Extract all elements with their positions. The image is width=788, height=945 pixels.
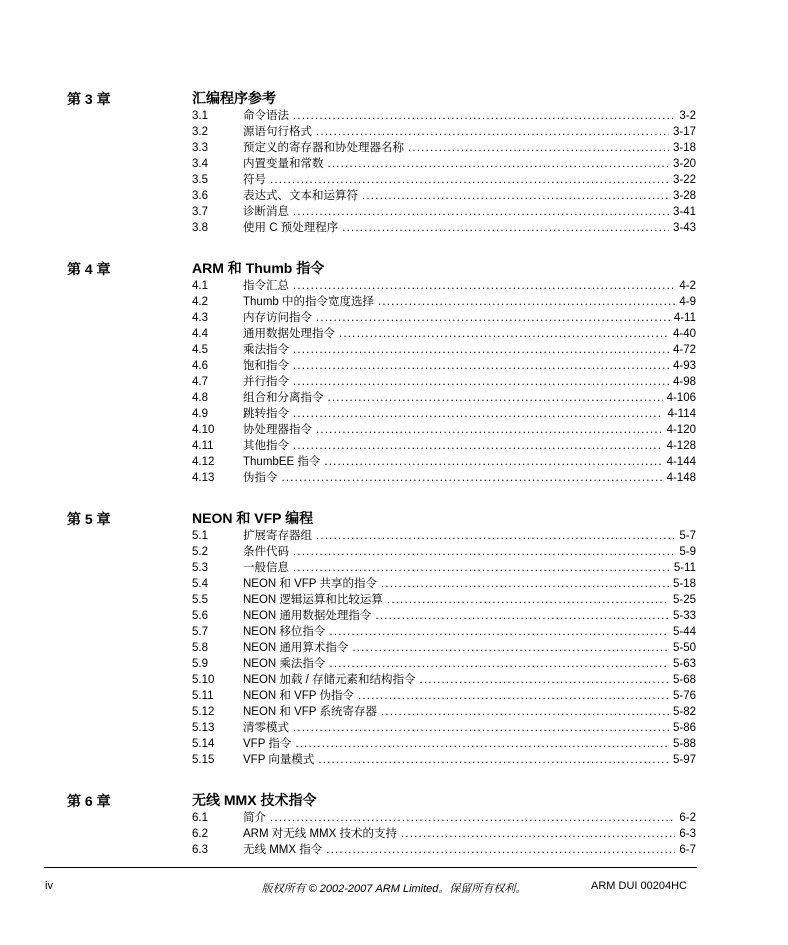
page-reference: 4-72 — [672, 344, 696, 356]
toc-entry[interactable] — [0, 140, 788, 156]
section-title: 乘法指令 — [243, 344, 289, 356]
footer-rule — [44, 867, 697, 868]
page-reference: 4-106 — [666, 392, 696, 404]
dot-leader — [378, 294, 675, 310]
section-number: 5.11 — [192, 690, 214, 702]
toc-entry[interactable] — [0, 560, 788, 576]
toc-entry[interactable] — [0, 358, 788, 374]
dot-leader — [293, 204, 669, 220]
section-title: ThumbEE 指令 — [243, 456, 321, 468]
dot-leader — [401, 826, 675, 842]
dot-leader — [381, 704, 669, 720]
section-title: 内置变量和常数 — [243, 158, 324, 170]
page-reference: 5-25 — [672, 594, 696, 606]
dot-leader — [293, 560, 670, 576]
page-reference: 3-2 — [679, 110, 696, 122]
dot-leader — [408, 140, 669, 156]
section-title: ARM 对无线 MMX 技术的支持 — [243, 828, 397, 840]
section-number: 5.14 — [192, 738, 215, 750]
section-number: 5.5 — [192, 594, 208, 606]
toc-entry[interactable] — [0, 752, 788, 768]
toc-entry[interactable] — [0, 608, 788, 624]
section-number: 4.13 — [192, 472, 215, 484]
section-title: 跳转指令 — [243, 408, 289, 420]
dot-leader — [293, 374, 669, 390]
dot-leader — [293, 406, 663, 422]
toc-entry[interactable] — [0, 810, 788, 826]
chapter-title: NEON 和 VFP 编程 — [192, 510, 314, 526]
dot-leader — [293, 544, 675, 560]
toc-entry[interactable] — [0, 688, 788, 704]
section-number: 5.2 — [192, 546, 208, 558]
dot-leader — [375, 608, 669, 624]
page-reference: 6-7 — [679, 844, 696, 856]
dot-leader — [329, 656, 669, 672]
section-number: 4.6 — [192, 360, 208, 372]
page-reference: 6-2 — [679, 812, 696, 824]
dot-leader — [282, 470, 663, 486]
section-title: NEON 通用算术指令 — [243, 642, 349, 654]
section-number: 5.10 — [192, 674, 215, 686]
page-reference: 5-82 — [672, 706, 696, 718]
section-title: 命令语法 — [243, 110, 289, 122]
page-reference: 4-128 — [666, 440, 696, 452]
toc-entry[interactable] — [0, 576, 788, 592]
section-title: VFP 指令 — [243, 738, 292, 750]
section-number: 4.10 — [192, 424, 215, 436]
toc-entry[interactable] — [0, 326, 788, 342]
dot-leader — [293, 438, 663, 454]
toc-entry[interactable] — [0, 528, 788, 544]
toc-entry[interactable] — [0, 172, 788, 188]
chapter-label: 第 6 章 — [67, 793, 111, 809]
page-reference: 5-76 — [672, 690, 696, 702]
section-number: 3.3 — [192, 142, 208, 154]
page-reference: 5-88 — [672, 738, 696, 750]
section-number: 5.3 — [192, 562, 208, 574]
chapter-title: 无线 MMX 技术指令 — [192, 792, 317, 808]
section-number: 6.3 — [192, 844, 208, 856]
toc-entry[interactable] — [0, 374, 788, 390]
toc-entry[interactable] — [0, 470, 788, 486]
page-reference: 5-33 — [672, 610, 696, 622]
section-title: NEON 加载 / 存储元素和结构指令 — [243, 674, 416, 686]
toc-entry[interactable] — [0, 640, 788, 656]
section-title: 内存访问指令 — [243, 312, 312, 324]
section-number: 3.7 — [192, 206, 208, 218]
section-title: 清零模式 — [243, 722, 289, 734]
section-number: 4.1 — [192, 280, 208, 292]
section-title: Thumb 中的指令宽度选择 — [243, 296, 374, 308]
toc-entry[interactable] — [0, 624, 788, 640]
dot-leader — [295, 736, 669, 752]
footer-doc-id: ARM DUI 00204HC — [591, 880, 687, 892]
toc-entry[interactable] — [0, 342, 788, 358]
page-reference: 5-7 — [679, 530, 696, 542]
chapter-section — [0, 88, 788, 236]
toc-entry[interactable] — [0, 736, 788, 752]
page-reference: 4-120 — [666, 424, 696, 436]
toc-entry[interactable] — [0, 672, 788, 688]
dot-leader — [316, 124, 669, 140]
table-of-contents — [0, 88, 788, 880]
dot-leader — [358, 688, 669, 704]
toc-entry[interactable] — [0, 842, 788, 858]
section-title: 无线 MMX 指令 — [243, 844, 323, 856]
chapter-title: ARM 和 Thumb 指令 — [192, 260, 325, 276]
section-number: 4.7 — [192, 376, 208, 388]
section-title: 源语句行格式 — [243, 126, 312, 138]
section-title: 其他指令 — [243, 440, 289, 452]
toc-entry[interactable] — [0, 294, 788, 310]
page-reference: 4-11 — [673, 312, 696, 324]
toc-entry[interactable] — [0, 704, 788, 720]
dot-leader — [316, 528, 675, 544]
page-reference: 3-22 — [672, 174, 696, 186]
page-reference: 5-68 — [672, 674, 696, 686]
toc-entry[interactable] — [0, 592, 788, 608]
page-reference: 4-114 — [667, 408, 696, 420]
section-title: 使用 C 预处理程序 — [243, 222, 339, 234]
section-title: 饱和指令 — [243, 360, 289, 372]
dot-leader — [293, 278, 675, 294]
dot-leader — [316, 310, 670, 326]
section-title: 并行指令 — [243, 376, 289, 388]
page-reference: 5-50 — [672, 642, 696, 654]
toc-entry[interactable] — [0, 422, 788, 438]
section-number: 4.3 — [192, 312, 208, 324]
toc-entry[interactable] — [0, 188, 788, 204]
dot-leader — [420, 672, 669, 688]
section-number: 5.6 — [192, 610, 208, 622]
page-reference: 3-20 — [672, 158, 696, 170]
page-reference: 5-11 — [673, 562, 696, 574]
dot-leader — [293, 108, 675, 124]
page-reference: 4-93 — [672, 360, 696, 372]
chapter-section — [0, 508, 788, 768]
section-number: 3.4 — [192, 158, 208, 170]
section-title: NEON 通用数据处理指令 — [243, 610, 372, 622]
toc-entry[interactable] — [0, 278, 788, 294]
dot-leader — [318, 752, 669, 768]
page-reference: 4-148 — [666, 472, 696, 484]
footer-copyright: 版权所有 © 2002-2007 ARM Limited。保留所有权利。 — [261, 883, 527, 895]
section-number: 5.9 — [192, 658, 208, 670]
section-title: 表达式、文本和运算符 — [243, 190, 358, 202]
toc-entry[interactable] — [0, 220, 788, 236]
section-title: 伪指令 — [243, 472, 278, 484]
section-number: 5.4 — [192, 578, 208, 590]
section-title: NEON 逻辑运算和比较运算 — [243, 594, 383, 606]
page-reference: 5-86 — [672, 722, 696, 734]
page-reference: 4-144 — [666, 456, 696, 468]
page-reference: 4-2 — [679, 280, 696, 292]
page-reference: 5-97 — [672, 754, 696, 766]
chapter-label: 第 5 章 — [67, 511, 111, 527]
dot-leader — [328, 390, 663, 406]
page-reference: 3-41 — [672, 206, 696, 218]
chapter-title: 汇编程序参考 — [192, 90, 276, 106]
toc-entry[interactable] — [0, 656, 788, 672]
section-title: 一般信息 — [243, 562, 289, 574]
page-reference: 5-18 — [672, 578, 696, 590]
section-number: 4.4 — [192, 328, 208, 340]
footer-page-number: iv — [45, 880, 53, 892]
chapter-section — [0, 258, 788, 486]
section-title: NEON 和 VFP 共享的指令 — [243, 578, 377, 590]
dot-leader — [342, 220, 669, 236]
page-reference: 5-44 — [672, 626, 696, 638]
dot-leader — [324, 454, 662, 470]
section-number: 4.9 — [192, 408, 208, 420]
dot-leader — [270, 810, 675, 826]
section-number: 4.12 — [192, 456, 215, 468]
section-title: 通用数据处理指令 — [243, 328, 335, 340]
section-number: 3.6 — [192, 190, 208, 202]
page-reference: 4-9 — [679, 296, 696, 308]
dot-leader — [270, 172, 669, 188]
page-reference: 4-40 — [672, 328, 696, 340]
toc-entry[interactable] — [0, 454, 788, 470]
dot-leader — [316, 422, 663, 438]
page-reference: 5-9 — [679, 546, 696, 558]
toc-entry[interactable] — [0, 826, 788, 842]
section-title: 简介 — [243, 812, 266, 824]
section-number: 6.2 — [192, 828, 208, 840]
section-number: 5.1 — [192, 530, 208, 542]
section-title: 指令汇总 — [243, 280, 289, 292]
toc-entry[interactable] — [0, 204, 788, 220]
dot-leader — [326, 842, 675, 858]
dot-leader — [362, 188, 669, 204]
section-number: 4.2 — [192, 296, 208, 308]
section-title: VFP 向量模式 — [243, 754, 315, 766]
dot-leader — [293, 342, 669, 358]
dot-leader — [381, 576, 669, 592]
section-title: 诊断消息 — [243, 206, 289, 218]
toc-entry[interactable] — [0, 406, 788, 422]
section-number: 5.13 — [192, 722, 215, 734]
page-reference: 3-43 — [672, 222, 696, 234]
toc-entry[interactable] — [0, 124, 788, 140]
toc-entry[interactable] — [0, 720, 788, 736]
section-number: 3.8 — [192, 222, 208, 234]
section-number: 5.12 — [192, 706, 215, 718]
section-title: NEON 和 VFP 伪指令 — [243, 690, 354, 702]
dot-leader — [328, 156, 669, 172]
dot-leader — [387, 592, 669, 608]
dot-leader — [293, 358, 669, 374]
section-title: NEON 移位指令 — [243, 626, 326, 638]
toc-entry[interactable] — [0, 438, 788, 454]
page-reference: 3-28 — [672, 190, 696, 202]
dot-leader — [293, 720, 669, 736]
dot-leader — [352, 640, 669, 656]
toc-entry[interactable] — [0, 108, 788, 124]
page-reference: 3-17 — [672, 126, 696, 138]
page-reference: 5-63 — [672, 658, 696, 670]
toc-entry[interactable] — [0, 544, 788, 560]
toc-entry[interactable] — [0, 156, 788, 172]
toc-entry[interactable] — [0, 310, 788, 326]
section-number: 5.8 — [192, 642, 208, 654]
toc-entry[interactable] — [0, 390, 788, 406]
page-reference: 3-18 — [672, 142, 696, 154]
section-title: NEON 和 VFP 系统寄存器 — [243, 706, 377, 718]
section-number: 5.7 — [192, 626, 208, 638]
dot-leader — [329, 624, 669, 640]
chapter-label: 第 4 章 — [67, 261, 111, 277]
section-title: 协处理器指令 — [243, 424, 312, 436]
section-number: 4.5 — [192, 344, 208, 356]
section-number: 3.2 — [192, 126, 208, 138]
section-number: 3.1 — [192, 110, 208, 122]
chapter-label: 第 3 章 — [67, 91, 111, 107]
section-number: 6.1 — [192, 812, 208, 824]
dot-leader — [339, 326, 669, 342]
section-number: 4.8 — [192, 392, 208, 404]
chapter-section — [0, 790, 788, 858]
section-title: 符号 — [243, 174, 266, 186]
section-title: NEON 乘法指令 — [243, 658, 326, 670]
page-reference: 4-98 — [672, 376, 696, 388]
section-title: 条件代码 — [243, 546, 289, 558]
section-title: 扩展寄存器组 — [243, 530, 312, 542]
section-number: 5.15 — [192, 754, 215, 766]
section-number: 4.11 — [192, 440, 214, 452]
section-number: 3.5 — [192, 174, 208, 186]
section-title: 预定义的寄存器和协处理器名称 — [243, 142, 404, 154]
section-title: 组合和分离指令 — [243, 392, 324, 404]
page-reference: 6-3 — [679, 828, 696, 840]
